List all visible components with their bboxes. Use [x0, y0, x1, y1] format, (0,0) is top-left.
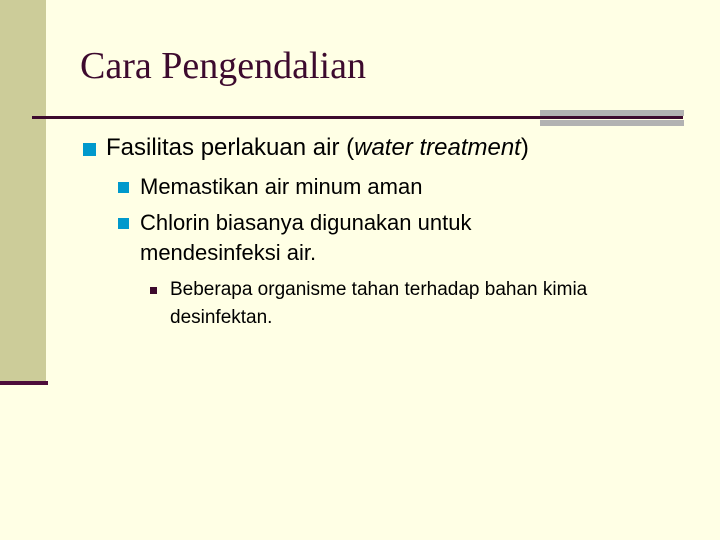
bullet-level2-item-2-line2: mendesinfeksi air.: [140, 240, 317, 265]
bullet-level3-item-1-line1: Beberapa organisme tahan terhadap bahan kimia: [170, 279, 588, 300]
sidebar-underline: [0, 381, 48, 385]
square-bullet-small-icon: [150, 287, 157, 294]
title-rule: [32, 116, 683, 119]
bullet-level1-italic: water treatment: [354, 134, 521, 161]
bullet-level2-item-2-line1: Chlorin biasanya digunakan untuk: [140, 210, 472, 235]
bullet-level2-item-1: Memastikan air minum aman: [140, 174, 423, 199]
bullet-level1-text: [106, 134, 529, 162]
bullet-level3-item-1-line2: desinfektan.: [170, 307, 273, 328]
bullet-level1-prefix: Fasilitas perlakuan air (: [106, 134, 355, 161]
title-rule-accent-lower: [540, 120, 684, 126]
left-sidebar-band: [0, 0, 46, 383]
square-bullet-icon: [83, 143, 96, 156]
bullet-level1-suffix: ): [520, 134, 529, 161]
square-bullet-icon: [118, 218, 129, 229]
square-bullet-icon: [118, 182, 129, 193]
slide-title: Cara Pengendalian: [80, 45, 366, 87]
